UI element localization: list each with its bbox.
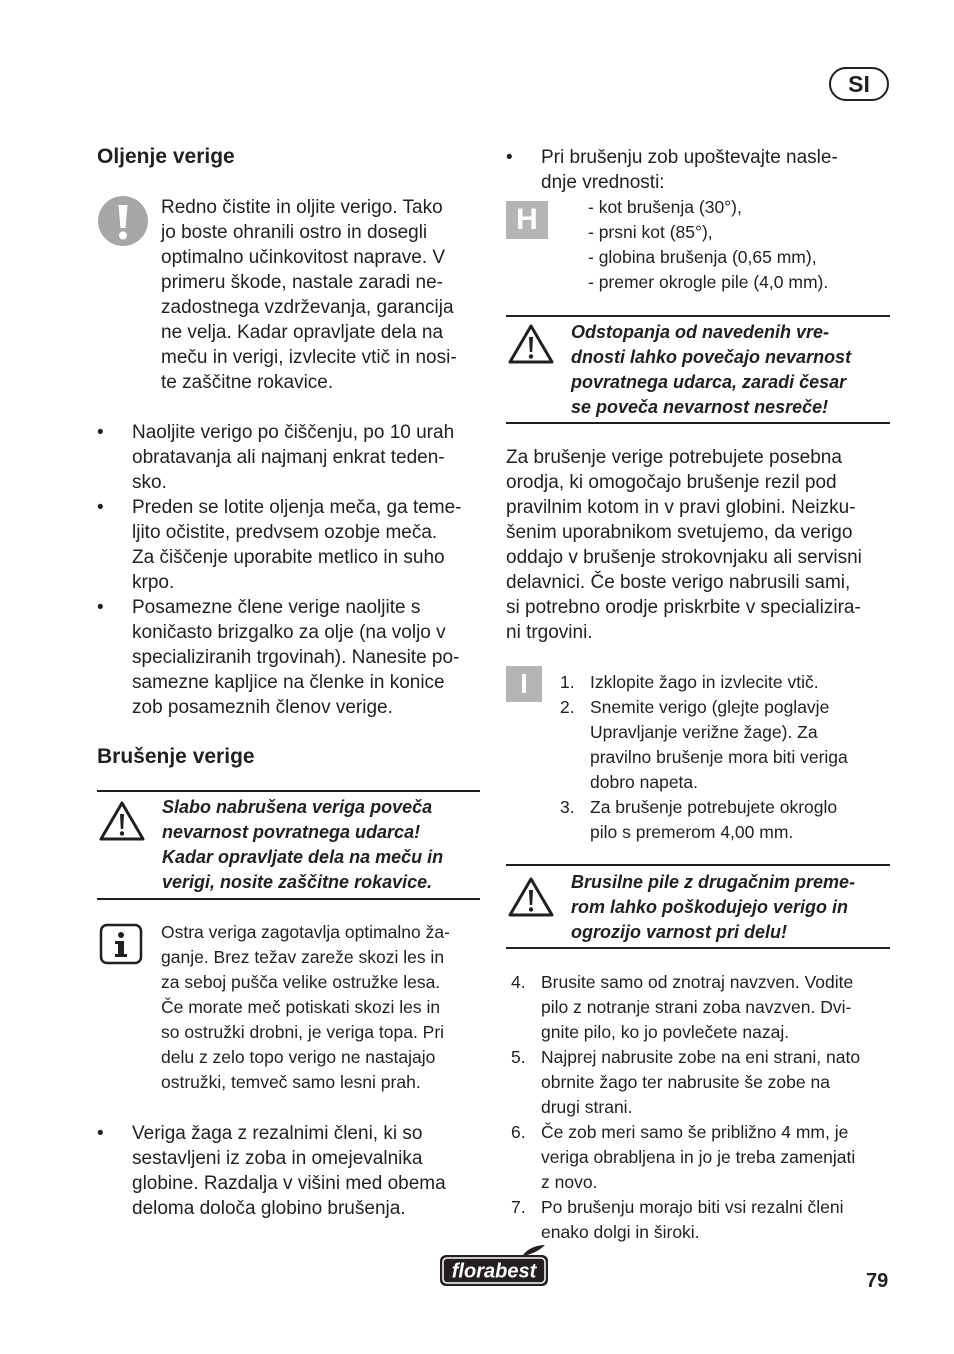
text-line: Snemite verigo (glejte poglavje: [590, 697, 830, 717]
text-line: primeru škode, nastale zaradi ne-: [161, 272, 443, 293]
list-item: [97, 420, 482, 495]
sharpening-bullet-list: [97, 1121, 482, 1221]
text-line: meču in verigi, izvlecite vtič in nosi-: [161, 347, 457, 368]
text-line: - premer okrogle pile (4,0 mm).: [588, 272, 829, 292]
text-line: - kot brušenja (30°),: [588, 197, 742, 217]
text-line: specializiranih trgovinah). Nanesite po-: [132, 647, 460, 668]
divider: [97, 898, 480, 900]
section-title-sharpening: Brušenje verige: [97, 745, 255, 768]
text-line: Če morate meč potiskati skozi les in: [161, 997, 441, 1017]
text-line: Za čiščenje uporabite metlico in suho: [132, 547, 445, 568]
text-line: ljito očistite, predvsem ozobje meča.: [132, 522, 438, 543]
text-line: dnje vrednosti:: [541, 172, 665, 193]
text-line: orodja, ki omogočajo brušenje rezil pod: [506, 472, 837, 493]
text-line: dobro napeta.: [590, 772, 699, 792]
text-line: krpo.: [132, 572, 175, 593]
step-item: [560, 695, 890, 795]
text-line: te zaščitne rokavice.: [161, 372, 334, 393]
divider: [506, 315, 890, 317]
text-line: optimalno učinkovitost naprave. V: [161, 247, 446, 268]
tool-h-icon: H: [506, 201, 548, 239]
text-line: deloma določa globino brušenja.: [132, 1198, 406, 1219]
step-number: 1.: [560, 672, 575, 692]
info-text-sharp-chain: [161, 920, 481, 1095]
step-item: [511, 1195, 893, 1245]
divider: [506, 864, 890, 866]
list-item: [97, 495, 482, 595]
sharpening-tools-paragraph: [506, 445, 892, 645]
text-line: oddajo v brušenje strokovnjaku ali servisni: [506, 547, 862, 568]
bullet-mark: •: [97, 497, 104, 518]
warning-text-deviation: [571, 320, 889, 420]
text-line: jo boste ohranili ostro in dosegli: [161, 222, 428, 243]
step-item: [511, 1045, 893, 1120]
text-line: Po brušenju morajo biti vsi rezalni členi: [541, 1197, 844, 1217]
warning-triangle-icon: [507, 876, 555, 918]
section-title-oiling: Oljenje verige: [97, 145, 235, 168]
step-item: [511, 970, 893, 1045]
text-line: sestavljeni iz zoba in omejevalnika: [132, 1148, 423, 1169]
bullet-mark: •: [97, 1123, 104, 1144]
steps-list-2: [511, 970, 893, 1245]
important-notice-icon: [98, 196, 148, 246]
list-item: [97, 1121, 482, 1221]
florabest-logo: [437, 1243, 551, 1289]
divider: [506, 947, 890, 949]
step-number: 5.: [511, 1047, 526, 1067]
text-line: obratavanja ali najmanj enkrat teden-: [132, 447, 445, 468]
text-line: delavnici. Če boste verigo nabrusili sami,: [506, 572, 851, 593]
language-badge: SI: [829, 67, 889, 101]
info-icon: [99, 923, 143, 965]
text-line: gnite pilo, ko jo povlečete nazaj.: [541, 1022, 790, 1042]
text-line: ne velja. Kadar opravljate dela na: [161, 322, 444, 343]
text-line: za seboj pušča velike ostružke lesa.: [161, 972, 441, 992]
text-line: dnosti lahko povečajo nevarnost: [571, 347, 852, 367]
text-line: globine. Razdalja v višini med obema: [132, 1173, 446, 1194]
text-line: pravilno brušenje mora biti veriga: [590, 747, 848, 767]
text-line: Najprej nabrusite zobe na eni strani, nato: [541, 1047, 861, 1067]
text-line: Brusite samo od znotraj navzven. Vodite: [541, 972, 854, 992]
text-line: šenim uporabnikom svetujemo, da verigo: [506, 522, 853, 543]
text-line: si potrebno orodje priskrbite v specializira-: [506, 597, 861, 618]
text-line: Veriga žaga z rezalnimi členi, ki so: [132, 1123, 423, 1144]
text-line: koničasto brizgalko za olje (na voljo v: [132, 622, 446, 643]
text-line: Ostra veriga zagotavlja optimalno ža-: [161, 922, 450, 942]
text-line: Pri brušenju zob upoštevajte nasle-: [541, 147, 838, 168]
bullet-mark: •: [97, 597, 104, 618]
steps-list-1: [560, 670, 890, 845]
text-line: Slabo nabrušena veriga poveča: [162, 797, 433, 817]
text-line: rom lahko poškodujejo verigo in: [571, 897, 849, 917]
text-line: delu z zelo topo verigo ne nastajajo: [161, 1047, 436, 1067]
divider: [97, 790, 480, 792]
text-line: pilo s premerom 4,00 mm.: [590, 822, 794, 842]
text-line: ogrozijo varnost pri delu!: [571, 922, 788, 942]
text-line: Izklopite žago in izvlecite vtič.: [590, 672, 819, 692]
text-line: sko.: [132, 472, 167, 493]
step-number: 6.: [511, 1122, 526, 1142]
text-line: Posamezne člene verige naoljite s: [132, 597, 421, 618]
notice-text: [161, 195, 481, 395]
text-line: Brusilne pile z drugačnim preme-: [571, 872, 856, 892]
sharpening-values-list: [588, 195, 888, 295]
step-number: 3.: [560, 797, 575, 817]
text-line: Upravljanje verižne žage). Za: [590, 722, 818, 742]
text-line: z novo.: [541, 1172, 598, 1192]
text-line: Če zob meri samo še približno 4 mm, je: [541, 1122, 849, 1142]
text-line: Kadar opravljate dela na meču in: [162, 847, 444, 867]
step-number: 4.: [511, 972, 526, 992]
warning-triangle-icon: [98, 800, 146, 842]
text-line: Preden se lotite oljenja meča, ga teme-: [132, 497, 462, 518]
text-line: enako dolgi in široki.: [541, 1222, 700, 1242]
warning-text-dull-chain: [162, 795, 480, 895]
text-line: pravilnim kotom in v pravi globini. Neizku-: [506, 497, 856, 518]
text-line: Za brušenje potrebujete okroglo: [590, 797, 838, 817]
text-line: pilo z notranje strani zoba navzven. Dvi-: [541, 997, 852, 1017]
text-line: ostružki, temveč samo lesni prah.: [161, 1072, 421, 1092]
warning-triangle-icon: [507, 323, 555, 365]
text-line: veriga obrabljena in jo je treba zamenjati: [541, 1147, 856, 1167]
step-item: [560, 795, 890, 845]
text-line: obrnite žago ter nabrusite še zobe na: [541, 1072, 830, 1092]
text-line: Redno čistite in oljite verigo. Tako: [161, 197, 443, 218]
text-line: drugi strani.: [541, 1097, 633, 1117]
text-line: ganje. Brez težav zareže skozi les in: [161, 947, 445, 967]
text-line: povratnega udarca, zaradi česar: [571, 372, 847, 392]
svg-text:florabest: florabest: [451, 1260, 537, 1283]
step-number: 2.: [560, 697, 575, 717]
text-line: ni trgovini.: [506, 622, 593, 643]
tool-i-icon: I: [506, 666, 542, 702]
text-line: - globina brušenja (0,65 mm),: [588, 247, 817, 267]
text-line: Odstopanja od navedenih vre-: [571, 322, 830, 342]
text-line: se poveča nevarnost nesreče!: [571, 397, 829, 417]
text-line: Naoljite verigo po čiščenju, po 10 urah: [132, 422, 455, 443]
step-number: 7.: [511, 1197, 526, 1217]
text-line: nevarnost povratnega udarca!: [162, 822, 421, 842]
divider: [506, 422, 890, 424]
text-line: zadostnega vzdrževanja, garancija: [161, 297, 454, 318]
text-line: Za brušenje verige potrebujete posebna: [506, 447, 842, 468]
step-item: [560, 670, 890, 695]
list-item: • Pri brušenju zob upoštevajte nasle- dnje vrednosti:: [541, 145, 891, 195]
list-item: [97, 595, 482, 720]
text-line: so ostružki drobni, je veriga topa. Pri: [161, 1022, 445, 1042]
warning-text-file-diameter: [571, 870, 889, 945]
text-line: zob posameznih členov verige.: [132, 697, 393, 718]
values-intro-bullet: [506, 145, 891, 195]
text-line: verigi, nosite zaščitne rokavice.: [162, 872, 433, 892]
text-line: - prsni kot (85°),: [588, 222, 713, 242]
step-item: [511, 1120, 893, 1195]
oiling-bullet-list: [97, 420, 482, 720]
text-line: samezne kapljice na členke in konice: [132, 672, 445, 693]
bullet-mark: •: [97, 422, 104, 443]
page-number: 79: [866, 1270, 889, 1292]
